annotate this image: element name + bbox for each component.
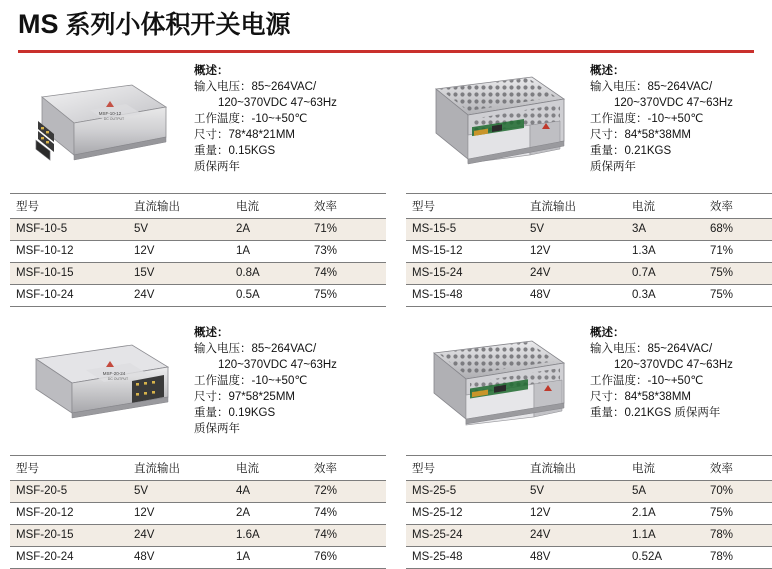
cell-current: 2A [230,502,308,524]
cell-dc-output: 48V [524,284,626,306]
col-current: 电流 [626,193,704,218]
cell-dc-output: 12V [128,240,230,262]
input-voltage-line1: 输入电压：85~264VAC/ [194,80,317,93]
cell-model: MS-15-12 [406,240,524,262]
input-voltage-line1: 输入电压：85~264VAC/ [194,342,317,355]
col-dc-output: 直流输出 [128,455,230,480]
cell-efficiency: 70% [704,480,772,502]
product-top-row [10,321,386,453]
cell-efficiency: 68% [704,218,772,240]
cell-efficiency: 74% [308,502,386,524]
cell-model: MSF-20-12 [10,502,128,524]
overview-label: 概述： [194,64,229,77]
table-row [10,262,386,284]
cell-model: MS-25-24 [406,524,524,546]
product-table-wrap-ms-25 [406,455,772,569]
col-current: 电流 [626,455,704,480]
table-row [10,524,386,546]
col-dc-output: 直流输出 [524,193,626,218]
cell-efficiency: 72% [308,480,386,502]
input-voltage-line2: 120~370VDC 47~63Hz [218,96,337,109]
cell-efficiency: 78% [704,524,772,546]
input-voltage-line2: 120~370VDC 47~63Hz [614,358,733,371]
table-row [406,240,772,262]
cell-model: MS-15-48 [406,284,524,306]
warranty: 质保两年 [194,422,240,435]
col-dc-output: 直流输出 [128,193,230,218]
cell-current: 3A [626,218,704,240]
work-temperature: 工作温度：-10~+50℃ [194,374,308,387]
cell-efficiency: 74% [308,524,386,546]
cell-model: MS-15-5 [406,218,524,240]
product-table-msf-10 [10,193,386,307]
cell-dc-output: 5V [524,480,626,502]
work-temperature: 工作温度：-10~+50℃ [194,112,308,125]
cell-dc-output: 5V [524,218,626,240]
col-current: 电流 [230,193,308,218]
table-header-row [406,193,772,218]
cell-efficiency: 71% [704,240,772,262]
cell-efficiency: 76% [308,546,386,568]
col-model: 型号 [406,455,524,480]
cell-model: MSF-10-15 [10,262,128,284]
table-row [10,284,386,306]
table-row [10,480,386,502]
overview-label: 概述： [590,326,625,339]
work-temperature: 工作温度：-10~+50℃ [590,374,704,387]
cell-efficiency: 75% [704,284,772,306]
product-top-row [406,321,772,453]
dimension: 尺寸：84*58*38MM [590,128,691,141]
cell-dc-output: 48V [524,546,626,568]
cell-model: MS-25-5 [406,480,524,502]
product-block-msf-20 [10,321,386,569]
table-row [406,502,772,524]
cell-model: MS-25-48 [406,546,524,568]
cell-current: 0.3A [626,284,704,306]
cell-current: 4A [230,480,308,502]
product-table-wrap-ms-15 [406,193,772,307]
warranty: 质保两年 [194,160,240,173]
input-voltage-line2: 120~370VDC 47~63Hz [218,358,337,371]
weight: 重量：0.21KGS 质保两年 [590,406,721,419]
weight: 重量：0.21KGS [590,144,672,157]
cell-dc-output: 24V [128,524,230,546]
cell-current: 0.8A [230,262,308,284]
svg-text:MSF-10-12: MSF-10-12 [98,110,122,116]
overview-label: 概述： [590,64,625,77]
product-photo-ms-15 [406,59,584,187]
dimension: 尺寸：84*58*38MM [590,390,691,403]
col-model: 型号 [10,193,128,218]
cell-model: MSF-20-24 [10,546,128,568]
cell-efficiency: 78% [704,546,772,568]
table-header-row [10,455,386,480]
cell-model: MSF-10-24 [10,284,128,306]
row-spacer [10,307,386,321]
col-efficiency: 效率 [308,193,386,218]
cell-dc-output: 48V [128,546,230,568]
svg-text:DC OUTPUT: DC OUTPUT [103,116,125,121]
input-voltage-line1: 输入电压：85~264VAC/ [590,342,713,355]
col-dc-output: 直流输出 [524,455,626,480]
cell-current: 1.1A [626,524,704,546]
product-spec-ms-15 [584,59,772,175]
warranty: 质保两年 [590,160,636,173]
dimension: 尺寸：78*48*21MM [194,128,295,141]
product-top-row [10,59,386,191]
cell-dc-output: 24V [524,524,626,546]
cell-current: 1.3A [626,240,704,262]
product-block-msf-10 [10,59,386,307]
work-temperature: 工作温度：-10~+50℃ [590,112,704,125]
cell-dc-output: 24V [128,284,230,306]
svg-text:MSF-20-24: MSF-20-24 [102,370,126,376]
product-photo-msf-20 [10,321,188,449]
col-current: 电流 [230,455,308,480]
table-row [10,502,386,524]
page-header [0,0,772,46]
cell-model: MSF-10-5 [10,218,128,240]
cell-dc-output: 24V [524,262,626,284]
table-header-row [10,193,386,218]
cell-current: 1A [230,240,308,262]
cell-current: 0.52A [626,546,704,568]
cell-efficiency: 74% [308,262,386,284]
cell-efficiency: 75% [704,262,772,284]
row-spacer [406,307,772,321]
cell-model: MS-15-24 [406,262,524,284]
cell-model: MS-25-12 [406,502,524,524]
table-row [406,262,772,284]
product-block-ms-15 [406,59,772,307]
product-spec-msf-10 [188,59,386,175]
cell-dc-output: 12V [524,240,626,262]
table-row [10,546,386,568]
product-table-msf-20 [10,455,386,569]
product-table-wrap-msf-10 [10,193,386,307]
cell-current: 1A [230,546,308,568]
cell-dc-output: 12V [524,502,626,524]
svg-text:DC OUTPUT: DC OUTPUT [107,376,129,381]
cell-dc-output: 15V [128,262,230,284]
input-voltage-line1: 输入电压：85~264VAC/ [590,80,713,93]
product-table-ms-15 [406,193,772,307]
table-row [406,480,772,502]
cell-efficiency: 73% [308,240,386,262]
cell-efficiency: 75% [704,502,772,524]
overview-label: 概述： [194,326,229,339]
product-photo-msf-10 [10,59,188,187]
cell-dc-output: 5V [128,218,230,240]
weight: 重量：0.15KGS [194,144,276,157]
product-top-row [406,59,772,191]
dimension: 尺寸：97*58*25MM [194,390,295,403]
col-model: 型号 [10,455,128,480]
product-spec-msf-20 [188,321,386,437]
product-spec-ms-25 [584,321,772,421]
cell-current: 0.5A [230,284,308,306]
cell-model: MSF-10-12 [10,240,128,262]
col-efficiency: 效率 [704,455,772,480]
col-model: 型号 [406,193,524,218]
table-header-row [406,455,772,480]
table-row [406,218,772,240]
table-row [406,524,772,546]
page-title-main: MS [18,9,59,39]
cell-current: 2.1A [626,502,704,524]
input-voltage-line2: 120~370VDC 47~63Hz [614,96,733,109]
cell-current: 2A [230,218,308,240]
cell-dc-output: 12V [128,502,230,524]
weight: 重量：0.19KGS [194,406,276,419]
cell-model: MSF-20-5 [10,480,128,502]
product-table-ms-25 [406,455,772,569]
product-block-ms-25 [406,321,772,569]
cell-efficiency: 75% [308,284,386,306]
page-title [18,10,772,40]
cell-current: 1.6A [230,524,308,546]
col-efficiency: 效率 [308,455,386,480]
table-row [406,284,772,306]
product-table-wrap-msf-20 [10,455,386,569]
cell-dc-output: 5V [128,480,230,502]
cell-efficiency: 71% [308,218,386,240]
cell-model: MSF-20-15 [10,524,128,546]
cell-current: 0.7A [626,262,704,284]
col-efficiency: 效率 [704,193,772,218]
cell-current: 5A [626,480,704,502]
table-row [406,546,772,568]
product-photo-ms-25 [406,321,584,449]
product-grid [0,53,772,569]
table-row [10,240,386,262]
table-row [10,218,386,240]
page-title-rest: 系列小体积开关电源 [58,11,291,39]
